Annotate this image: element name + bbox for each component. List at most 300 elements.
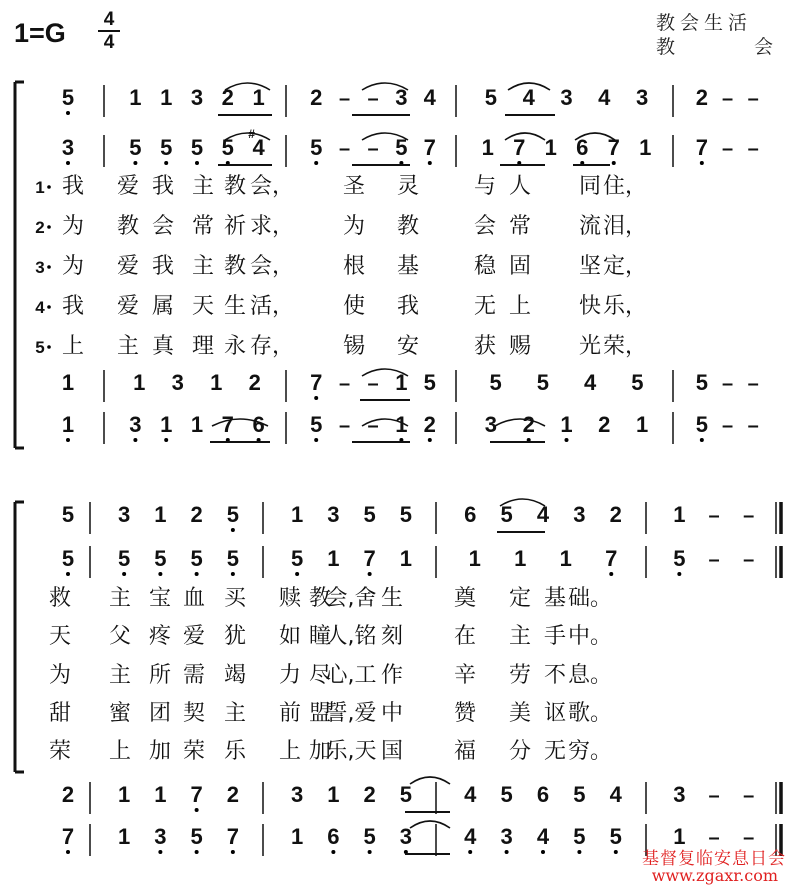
octave-dot bbox=[231, 850, 235, 854]
verse-number-dot bbox=[47, 225, 51, 229]
lyric-syllable: 定， bbox=[602, 254, 648, 279]
lyric-syllable: 为 bbox=[342, 214, 366, 239]
note: 3 bbox=[560, 85, 573, 110]
note: 1 bbox=[673, 502, 686, 527]
sustain-dash: – bbox=[721, 138, 734, 160]
lyric-syllable: 会 bbox=[151, 214, 175, 239]
note: 3 bbox=[399, 824, 412, 849]
note: 2 bbox=[522, 412, 535, 437]
lyric-syllable: 乐， bbox=[602, 294, 648, 319]
lyric-syllable: 国 bbox=[380, 739, 404, 764]
note: 5 bbox=[484, 85, 498, 110]
lyric-syllable: 救 bbox=[48, 586, 72, 611]
octave-dot bbox=[700, 161, 704, 165]
octave-dot bbox=[565, 438, 569, 442]
sharp-sign: # bbox=[248, 127, 255, 141]
note: 3 bbox=[395, 85, 408, 110]
lyric-syllable: 荣 bbox=[48, 739, 72, 764]
note: 1 bbox=[190, 412, 204, 437]
note: 3 bbox=[635, 85, 649, 110]
note: 2 bbox=[248, 370, 261, 395]
lyric-syllable: 主 bbox=[508, 624, 532, 649]
note: 4 bbox=[536, 502, 550, 527]
octave-dot bbox=[314, 396, 318, 400]
note: 4 bbox=[598, 85, 611, 110]
lyric-syllable: 契 bbox=[182, 701, 206, 726]
lyric-syllable: 人 bbox=[508, 174, 532, 199]
lyric-syllable: 息。 bbox=[567, 663, 613, 688]
lyric-syllable: 蜜 bbox=[108, 701, 132, 726]
lyric-syllable: 基 bbox=[396, 254, 420, 279]
sustain-dash: – bbox=[708, 505, 720, 527]
note: 3 bbox=[171, 370, 184, 395]
note: 1 bbox=[154, 782, 167, 807]
lyric-syllable: 奠 bbox=[453, 586, 477, 611]
note: 5 bbox=[226, 546, 239, 571]
note: 6 bbox=[576, 135, 589, 160]
octave-dot bbox=[231, 572, 235, 576]
note: 5 bbox=[118, 546, 131, 571]
lyric-syllable: 荣 bbox=[182, 739, 206, 764]
note: 3 bbox=[484, 412, 498, 437]
note: 1 bbox=[639, 135, 652, 160]
octave-dot bbox=[368, 850, 372, 854]
note: 4 bbox=[252, 135, 265, 160]
octave-dot bbox=[195, 808, 199, 812]
note: 5 bbox=[399, 782, 412, 807]
note: 1 bbox=[133, 370, 146, 395]
lyric-syllable: 生 bbox=[380, 586, 404, 611]
lyric-syllable: 赎 bbox=[278, 586, 302, 611]
note: 1 bbox=[291, 502, 304, 527]
lyrics-credit: 教会生活 bbox=[656, 12, 753, 34]
octave-dot bbox=[314, 161, 318, 165]
lyric-syllable: 讴 bbox=[543, 701, 567, 726]
octave-dot bbox=[66, 850, 70, 854]
lyric-syllable: 为 bbox=[48, 663, 72, 688]
note: 5 bbox=[129, 135, 142, 160]
octave-dot bbox=[158, 850, 162, 854]
lyric-syllable: 福 bbox=[453, 739, 477, 764]
note: 3 bbox=[673, 782, 686, 807]
lyric-syllable: 础。 bbox=[567, 586, 613, 611]
note: 5 bbox=[395, 135, 408, 160]
lyric-syllable: 天 bbox=[191, 294, 215, 319]
octave-dot bbox=[122, 572, 126, 576]
note: 3 bbox=[61, 135, 75, 160]
music-credit-right: 会 bbox=[754, 36, 774, 58]
octave-dot bbox=[195, 572, 199, 576]
slur bbox=[410, 821, 450, 828]
lyric-syllable: 爱 bbox=[116, 294, 140, 319]
octave-dot bbox=[468, 850, 472, 854]
note: 1 bbox=[118, 782, 131, 807]
lyric-syllable: 中 bbox=[380, 701, 404, 726]
note: 7 bbox=[363, 546, 376, 571]
lyric-syllable: 祈 bbox=[223, 214, 247, 239]
lyric-syllable: 属 bbox=[151, 294, 175, 319]
note: 7 bbox=[226, 824, 239, 849]
lyric-syllable: 中。 bbox=[567, 624, 613, 649]
lyric-syllable: 流 bbox=[578, 214, 602, 239]
lyric-syllable: 我 bbox=[396, 294, 420, 319]
sustain-dash: – bbox=[339, 138, 351, 160]
note: 1 bbox=[481, 135, 494, 160]
note: 7 bbox=[423, 135, 436, 160]
lyric-syllable: 活， bbox=[249, 294, 295, 319]
verse-number-dot bbox=[47, 345, 51, 349]
note: 2 bbox=[695, 85, 708, 110]
note: 7 bbox=[221, 412, 234, 437]
note: 5 bbox=[190, 546, 203, 571]
lyric-syllable: 定 bbox=[508, 586, 532, 611]
lyric-syllable: 前 bbox=[278, 701, 302, 726]
note: 1 bbox=[160, 412, 173, 437]
lyric-syllable: 赞 bbox=[453, 701, 477, 726]
lyric-syllable: 如 bbox=[278, 624, 302, 649]
note: 2 bbox=[310, 85, 323, 110]
sustain-dash: – bbox=[367, 88, 379, 110]
note: 7 bbox=[695, 135, 708, 160]
lyric-syllable: 常 bbox=[508, 214, 532, 239]
lyric-syllable: 坚 bbox=[578, 254, 602, 279]
lyric-syllable: 稳 bbox=[473, 254, 497, 279]
sustain-dash: – bbox=[708, 827, 720, 849]
lyric-syllable: 会， bbox=[249, 254, 295, 279]
lyric-syllable: 美 bbox=[508, 701, 532, 726]
lyric-syllable: 安 bbox=[396, 334, 420, 359]
lyric-syllable: 理 bbox=[191, 334, 215, 359]
verse-number-dot bbox=[47, 265, 51, 269]
sustain-dash: – bbox=[708, 785, 720, 807]
lyric-syllable: 团 bbox=[148, 701, 172, 726]
lyric-syllable: 分 bbox=[508, 739, 532, 764]
watermark-url: www.zgaxr.com bbox=[651, 866, 778, 885]
sustain-dash: – bbox=[743, 785, 755, 807]
lyric-syllable: 求， bbox=[249, 214, 295, 239]
lyric-syllable: 为 bbox=[61, 214, 85, 239]
note: 3 bbox=[327, 502, 340, 527]
note: 3 bbox=[500, 824, 513, 849]
note: 5 bbox=[61, 85, 75, 110]
verse-number: 2 bbox=[35, 218, 45, 237]
lyric-syllable: 教 bbox=[308, 586, 332, 611]
note: 4 bbox=[464, 824, 477, 849]
lyric-syllable: 我 bbox=[151, 174, 175, 199]
octave-dot bbox=[609, 572, 613, 576]
lyric-syllable: 犹 bbox=[223, 624, 247, 649]
sustain-dash: – bbox=[367, 415, 379, 437]
note: 3 bbox=[118, 502, 131, 527]
lyric-syllable: 常 bbox=[191, 214, 215, 239]
verse-number: 1 bbox=[35, 178, 45, 197]
verse-number-dot bbox=[47, 185, 51, 189]
lyric-syllable: 教 bbox=[223, 174, 247, 199]
lyric-syllable: 爱 bbox=[116, 174, 140, 199]
lyric-syllable: 主 bbox=[108, 586, 132, 611]
note: 4 bbox=[522, 85, 535, 110]
lyric-syllable: 根 bbox=[342, 254, 366, 279]
note: 1 bbox=[252, 85, 265, 110]
lyric-syllable: 使 bbox=[342, 294, 366, 319]
lyric-syllable: 永 bbox=[223, 334, 247, 359]
lyric-syllable: 天 bbox=[48, 624, 72, 649]
octave-dot bbox=[195, 161, 199, 165]
lyric-syllable: 我 bbox=[61, 174, 85, 199]
sustain-dash: – bbox=[708, 549, 720, 571]
note: 2 bbox=[226, 782, 239, 807]
lyric-syllable: 泪， bbox=[602, 214, 648, 239]
note: 1 bbox=[514, 546, 527, 571]
note: 2 bbox=[221, 85, 234, 110]
note: 1 bbox=[395, 412, 408, 437]
lyric-syllable: 誓,爱 bbox=[325, 701, 377, 726]
lyric-syllable: 主 bbox=[191, 254, 215, 279]
octave-dot bbox=[677, 572, 681, 576]
music-credit-left: 教 bbox=[656, 36, 676, 58]
lyric-syllable: 歌。 bbox=[567, 701, 613, 726]
lyric-syllable: 盟 bbox=[308, 701, 332, 726]
system-bracket bbox=[15, 502, 24, 772]
lyric-syllable: 甜 bbox=[48, 701, 72, 726]
note: 5 bbox=[61, 502, 75, 527]
octave-dot bbox=[505, 850, 509, 854]
lyric-syllable: 灵 bbox=[396, 174, 420, 199]
lyric-syllable: 无 bbox=[543, 739, 567, 764]
note: 5 bbox=[363, 502, 376, 527]
note: 5 bbox=[609, 824, 622, 849]
note: 7 bbox=[607, 135, 620, 160]
note: 5 bbox=[695, 370, 708, 395]
sustain-dash: – bbox=[339, 373, 351, 395]
verse-number: 3 bbox=[35, 258, 45, 277]
lyric-syllable: 固 bbox=[508, 254, 532, 279]
octave-dot bbox=[428, 161, 432, 165]
note: 5 bbox=[363, 824, 376, 849]
note: 5 bbox=[423, 370, 436, 395]
note: 1 bbox=[395, 370, 408, 395]
lyric-syllable: 会， bbox=[249, 174, 295, 199]
octave-dot bbox=[700, 438, 704, 442]
note: 7 bbox=[61, 824, 75, 849]
note: 6 bbox=[464, 502, 477, 527]
lyric-syllable: 上 bbox=[278, 739, 302, 764]
lyric-syllable: 乐 bbox=[223, 739, 247, 764]
lyric-syllable: 快 bbox=[578, 294, 602, 319]
sustain-dash: – bbox=[721, 373, 734, 395]
lyric-syllable: 赐 bbox=[508, 334, 532, 359]
note: 1 bbox=[559, 546, 572, 571]
octave-dot bbox=[231, 528, 235, 532]
note: 1 bbox=[327, 546, 340, 571]
time-signature-top: 4 bbox=[103, 9, 115, 30]
note: 1 bbox=[154, 502, 167, 527]
key-signature: 1=G bbox=[14, 18, 66, 48]
lyric-syllable: 竭 bbox=[223, 663, 247, 688]
time-signature-bottom: 4 bbox=[103, 32, 115, 53]
note: 5 bbox=[190, 135, 204, 160]
lyric-syllable: 宝 bbox=[148, 586, 172, 611]
octave-dot bbox=[295, 572, 299, 576]
lyric-syllable: 上 bbox=[508, 294, 532, 319]
note: 1 bbox=[673, 824, 686, 849]
lyric-syllable: 为 bbox=[61, 254, 85, 279]
note: 4 bbox=[423, 85, 436, 110]
lyric-syllable: 在 bbox=[453, 624, 477, 649]
note: 1 bbox=[61, 370, 75, 395]
lyric-syllable: 心,工 bbox=[325, 663, 377, 688]
note: 1 bbox=[210, 370, 223, 395]
note: 1 bbox=[560, 412, 573, 437]
lyric-syllable: 上 bbox=[108, 739, 132, 764]
time-signature bbox=[98, 10, 120, 52]
note: 7 bbox=[310, 370, 323, 395]
lyric-syllable: 教 bbox=[223, 254, 247, 279]
sustain-dash: – bbox=[721, 88, 734, 110]
note: 5 bbox=[310, 135, 323, 160]
note: 5 bbox=[291, 546, 304, 571]
note: 4 bbox=[584, 370, 597, 395]
octave-dot bbox=[368, 572, 372, 576]
lyric-syllable: 辛 bbox=[453, 663, 477, 688]
lyric-syllable: 加 bbox=[308, 739, 332, 764]
note: 2 bbox=[363, 782, 376, 807]
slur bbox=[495, 419, 545, 426]
lyric-syllable: 我 bbox=[151, 254, 175, 279]
note: 5 bbox=[573, 782, 586, 807]
note: 3 bbox=[291, 782, 304, 807]
lyric-syllable: 穷。 bbox=[567, 739, 613, 764]
note: 1 bbox=[635, 412, 649, 437]
lyric-syllable: 不 bbox=[543, 663, 567, 688]
note: 5 bbox=[573, 824, 586, 849]
note: 1 bbox=[544, 135, 557, 160]
octave-dot bbox=[428, 438, 432, 442]
lyric-syllable: 刻 bbox=[380, 624, 404, 649]
lyric-syllable: 教 bbox=[396, 214, 420, 239]
note: 5 bbox=[489, 370, 502, 395]
octave-dot bbox=[66, 438, 70, 442]
octave-dot bbox=[66, 572, 70, 576]
note: 2 bbox=[609, 502, 622, 527]
note: 6 bbox=[327, 824, 340, 849]
note: 5 bbox=[154, 546, 167, 571]
lyric-syllable: 所 bbox=[148, 663, 172, 688]
lyric-syllable: 与 bbox=[473, 174, 497, 199]
octave-dot bbox=[331, 850, 335, 854]
lyric-syllable: 光 bbox=[578, 334, 602, 359]
watermark-title: 基督复临安息日会 bbox=[642, 849, 786, 869]
lyric-syllable: 无 bbox=[473, 294, 497, 319]
note: 6 bbox=[536, 782, 550, 807]
lyric-syllable: 父 bbox=[108, 624, 132, 649]
note: 5 bbox=[221, 135, 234, 160]
note: 5 bbox=[61, 546, 75, 571]
sustain-dash: – bbox=[743, 827, 755, 849]
lyric-syllable: 血 bbox=[182, 586, 206, 611]
note: 5 bbox=[631, 370, 644, 395]
octave-dot bbox=[614, 850, 618, 854]
lyric-syllable: 我 bbox=[61, 294, 85, 319]
verse-number: 4 bbox=[35, 298, 45, 317]
lyric-syllable: 主 bbox=[191, 174, 215, 199]
note: 7 bbox=[605, 546, 618, 571]
verse-number-dot bbox=[47, 305, 51, 309]
verse-number: 5 bbox=[35, 338, 45, 357]
octave-dot bbox=[133, 161, 137, 165]
note: 4 bbox=[609, 782, 622, 807]
note: 1 bbox=[160, 85, 173, 110]
lyric-syllable: 主 bbox=[116, 334, 140, 359]
note: 5 bbox=[500, 502, 513, 527]
lyric-syllable: 尽 bbox=[308, 663, 332, 688]
note: 1 bbox=[129, 85, 142, 110]
lyric-syllable: 会 bbox=[473, 214, 497, 239]
note: 5 bbox=[310, 412, 323, 437]
lyric-syllable: 爱 bbox=[116, 254, 140, 279]
sustain-dash: – bbox=[743, 549, 755, 571]
note: 1 bbox=[118, 824, 131, 849]
sustain-dash: – bbox=[721, 415, 734, 437]
note: 1 bbox=[327, 782, 340, 807]
note: 4 bbox=[536, 824, 550, 849]
lyric-syllable: 人,铭 bbox=[325, 624, 377, 649]
sustain-dash: – bbox=[747, 88, 759, 110]
note: 5 bbox=[500, 782, 513, 807]
note: 1 bbox=[61, 412, 75, 437]
lyric-syllable: 手 bbox=[543, 624, 567, 649]
note: 4 bbox=[464, 782, 477, 807]
lyric-syllable: 会,舍 bbox=[325, 586, 377, 611]
sustain-dash: – bbox=[339, 88, 351, 110]
note: 5 bbox=[695, 412, 708, 437]
octave-dot bbox=[314, 438, 318, 442]
lyric-syllable: 加 bbox=[148, 739, 172, 764]
lyric-syllable: 买 bbox=[223, 586, 247, 611]
sustain-dash: – bbox=[367, 373, 379, 395]
note: 1 bbox=[399, 546, 412, 571]
octave-dot bbox=[541, 850, 545, 854]
octave-dot bbox=[66, 161, 70, 165]
note: 1 bbox=[468, 546, 481, 571]
note: 3 bbox=[129, 412, 142, 437]
octave-dot bbox=[195, 850, 199, 854]
lyric-syllable: 爱 bbox=[182, 624, 206, 649]
note: 3 bbox=[573, 502, 586, 527]
note: 6 bbox=[252, 412, 265, 437]
lyric-syllable: 同 bbox=[578, 174, 602, 199]
note: 1 bbox=[291, 824, 304, 849]
octave-dot bbox=[158, 572, 162, 576]
lyric-syllable: 获 bbox=[473, 334, 497, 359]
note: 2 bbox=[61, 782, 75, 807]
lyric-syllable: 主 bbox=[108, 663, 132, 688]
lyric-syllable: 基 bbox=[543, 586, 567, 611]
lyric-syllable: 存， bbox=[249, 334, 295, 359]
sustain-dash: – bbox=[747, 415, 759, 437]
sustain-dash: – bbox=[743, 505, 755, 527]
lyric-syllable: 锡 bbox=[342, 334, 366, 359]
lyric-syllable: 上 bbox=[61, 334, 85, 359]
octave-dot bbox=[577, 850, 581, 854]
octave-dot bbox=[66, 111, 70, 115]
lyric-syllable: 劳 bbox=[508, 663, 532, 688]
note: 2 bbox=[423, 412, 436, 437]
note: 2 bbox=[190, 502, 203, 527]
note: 5 bbox=[190, 824, 203, 849]
octave-dot bbox=[612, 161, 616, 165]
note: 5 bbox=[226, 502, 239, 527]
